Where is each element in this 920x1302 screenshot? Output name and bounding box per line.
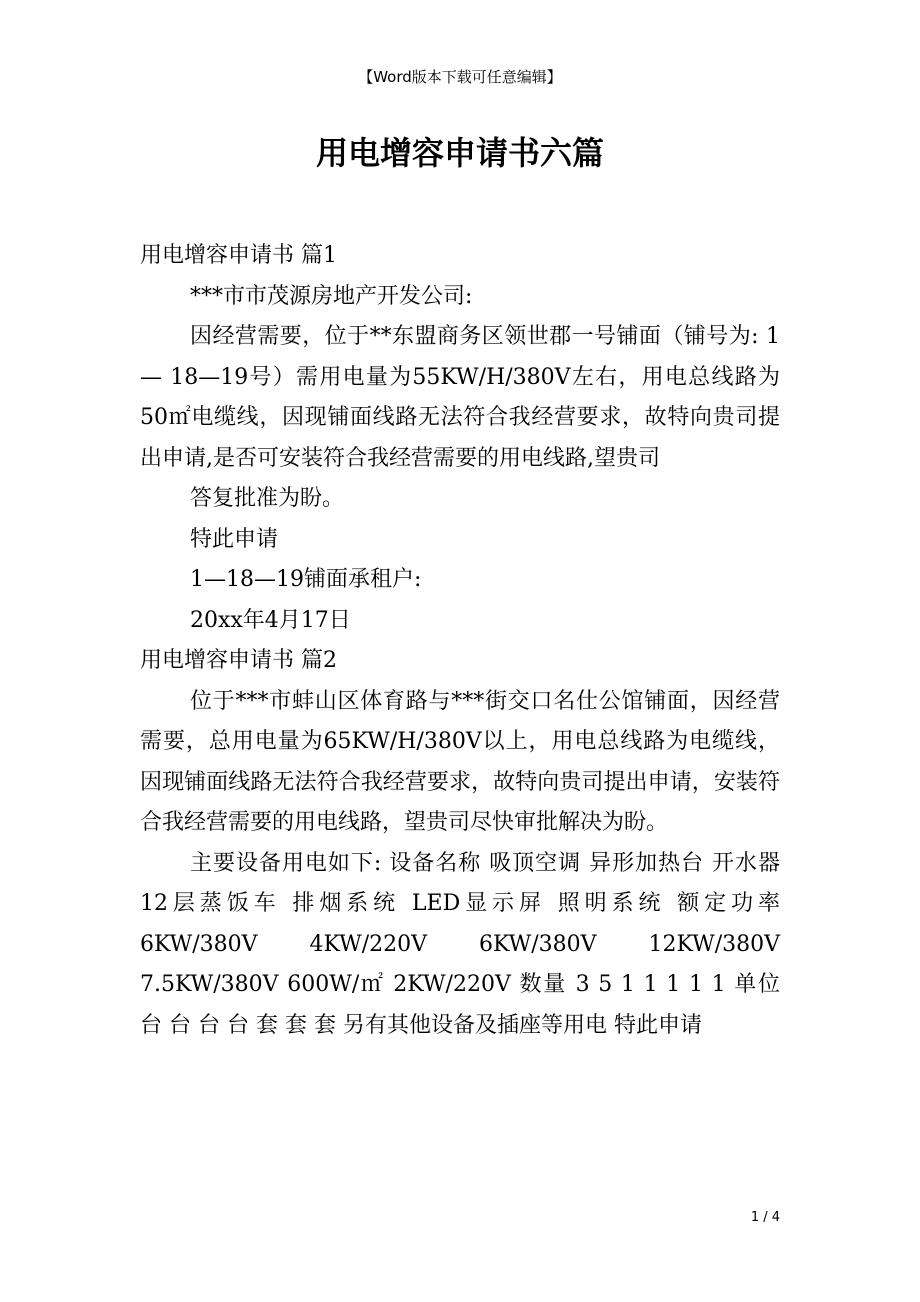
section-1-body-continued: 答复批准为盼。 [190,486,345,511]
section-1-date: 20xx年4月17日 [190,607,351,633]
section-2-body: 位于***市蚌山区体育路与***街交口名仕公馆铺面，因经营需要，总用电量为65KW/H/380V以上，用电总线路为电缆线，因现铺面线路无法符合我经营要求，故特向贵司提出申请，安装符合我经营需要的用电线路，望贵司尽快审批解决为盼。 [140,688,780,835]
section-1-heading: 用电增容申请书 篇1 [140,243,337,268]
page-number: 1 / 4 [750,1210,780,1225]
section-1-salutation: ***市市茂源房地产开发公司: [190,283,473,309]
section-2-heading: 用电增容申请书 篇2 [140,648,337,673]
section-1-closing: 特此申请 [190,526,279,552]
section-2-equipment: 主要设备用电如下: 设备名称 吸顶空调 异形加热台 开水器 12层蒸饭车 排烟系统 LED显示屏 照明系统 额定功率 6KW/380V 4KW/220V 6KW/380V 12KW/380V 7.5KW/380V 600W/㎡ 2KW/220V 数量 3 5 1 1 1 1 1 单位 台 台 台 台 套 套 套 另有其他设备及插座等用电 特此申请 [140,850,780,1038]
section-1-signer: 1—18—19铺面承租户: [190,567,422,592]
document-body [140,236,780,1046]
page-header: 【Word版本下载可任意编辑】 [358,68,562,86]
section-1-body: 因经营需要，位于**东盟商务区领世郡一号铺面（铺号为: 1— 18—19号）需用电量为55KW/H/380V左右，用电总线路为50㎡电缆线，因现铺面线路无法符合我经营要求，故特向贵司提出申请,是否可安装符合我经营需要的用电线路,望贵司 [140,324,780,471]
document-title: 用电增容申请书六篇 [315,134,604,172]
